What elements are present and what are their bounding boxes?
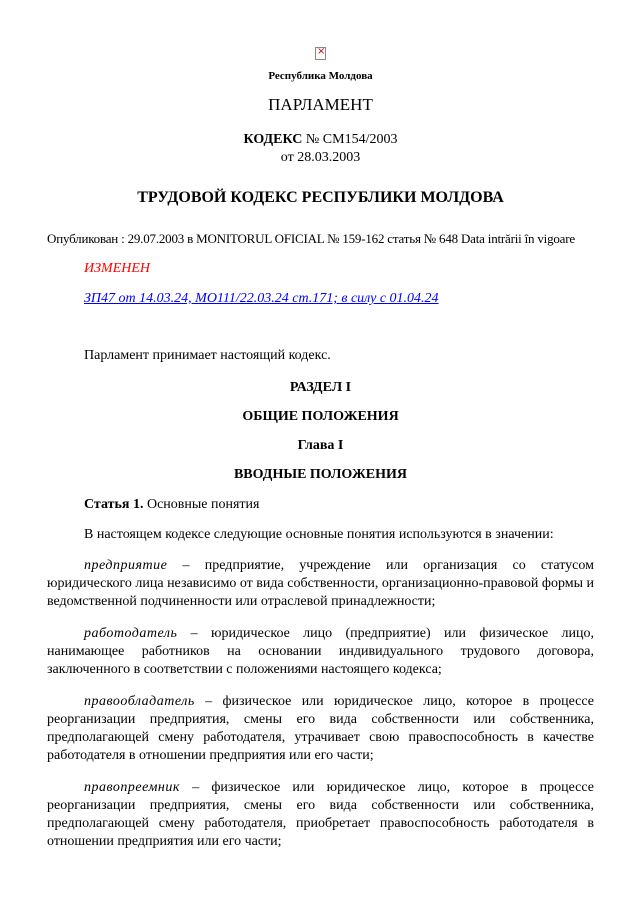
chapter-title: ВВОДНЫЕ ПОЛОЖЕНИЯ [233, 467, 408, 482]
definition-term: правообладатель [84, 694, 195, 709]
publication-info: Опубликован : 29.07.2003 в MONITORUL OFICIAL № 159-162 статья № 648 Data intrării în vigoare [47, 231, 575, 246]
country-label: Республика Молдова [268, 70, 373, 82]
amendment-link[interactable]: ЗП47 от 14.03.24, МО111/22.03.24 ст.171; в силу с 01.04.24 [84, 291, 439, 306]
definition-paragraph [47, 693, 594, 765]
article-label: Статья 1. [84, 497, 144, 512]
definition-text: – физическое или юридическое лицо, которое в процессе реорганизации предприятия, смены его вида собственности или собственника, предполагающей смену работодателя, утрачивает свою правоспособность в качестве работодателя в отношении предприятия или его части; [47, 694, 594, 763]
definition-text: – физическое или юридическое лицо, которое в процессе реорганизации предприятия, смены его вида собственности или собственника, предполагающей смену работодателя, приобретает правоспособность работодателя в отношении предприятия или его части; [47, 780, 594, 849]
definition-term: предприятие [84, 558, 168, 573]
amended-status: ИЗМЕНЕН [84, 261, 151, 276]
section-title: ОБЩИЕ ПОЛОЖЕНИЯ [242, 409, 399, 424]
definition-term: работодатель [84, 626, 178, 641]
article-heading [47, 497, 594, 513]
definition-paragraph [47, 625, 594, 679]
code-number: № CM154/2003 [305, 132, 398, 147]
definition-term: правопреемник [84, 780, 180, 795]
definition-text: – предприятие, учреждение или организация со статусом юридического лица независимо от вида собственности, организационно-правовой формы и ведомственной подчиненности или отраслевой принадлежности; [47, 558, 594, 609]
intro-text: Парламент принимает настоящий кодекс. [84, 348, 331, 363]
code-info [47, 131, 594, 167]
broken-image-icon [315, 47, 326, 60]
section-heading: РАЗДЕЛ I [289, 380, 352, 395]
document-title: ТРУДОВОЙ КОДЕКС РЕСПУБЛИКИ МОЛДОВА [137, 189, 504, 206]
chapter-heading: Глава I [297, 438, 344, 453]
code-date: от 28.03.2003 [280, 150, 361, 165]
article-intro: В настоящем кодексе следующие основные понятия используются в значении: [84, 527, 554, 542]
parliament-heading: ПАРЛАМЕНТ [268, 95, 373, 114]
article-title: Основные понятия [146, 497, 260, 512]
definition-text: – юридическое лицо (предприятие) или физическое лицо, нанимающее работников на основании индивидуального трудового договора, заключенного в соответствии с положениями настоящего кодекса; [47, 626, 594, 677]
definition-paragraph [47, 779, 594, 851]
code-label: КОДЕКС [243, 132, 303, 147]
definition-paragraph [47, 557, 594, 611]
